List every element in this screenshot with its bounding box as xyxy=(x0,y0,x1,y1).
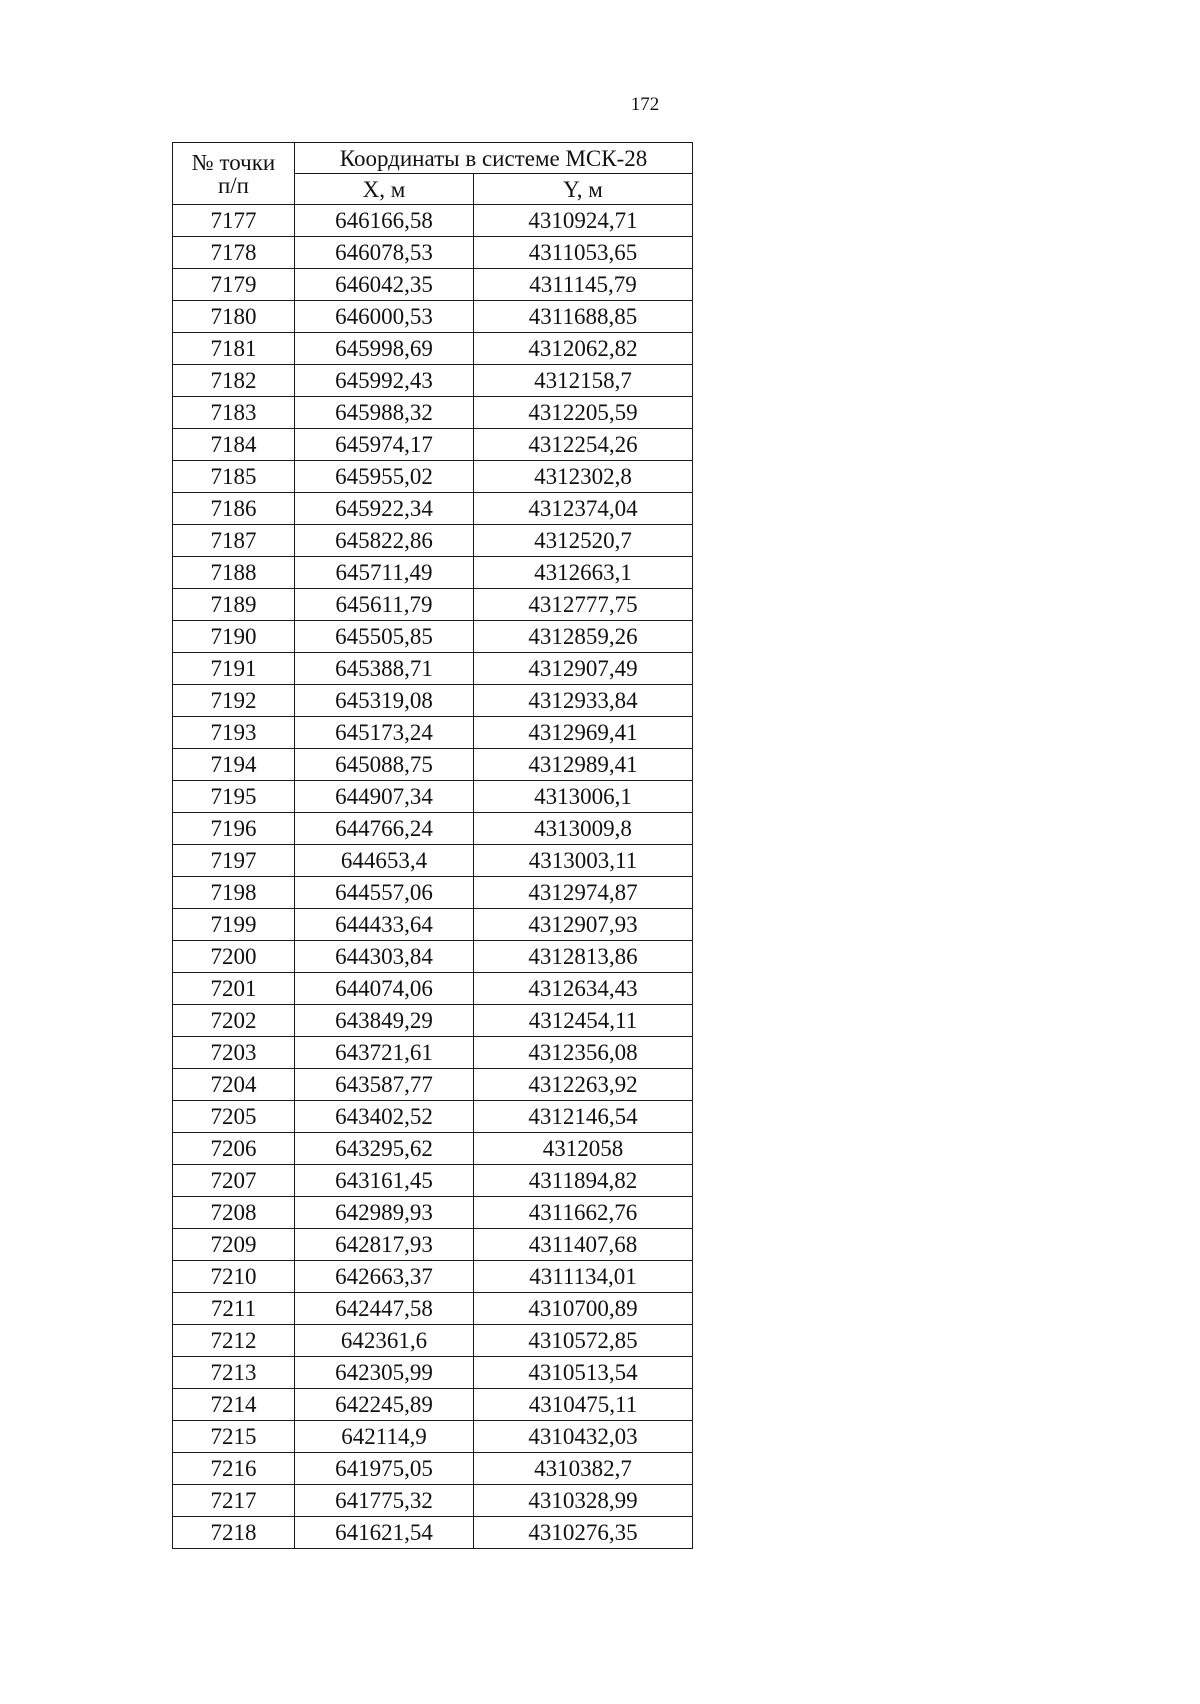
point-number-cell: 7218 xyxy=(173,1517,295,1549)
point-number-cell: 7207 xyxy=(173,1165,295,1197)
x-column-header: X, м xyxy=(295,174,474,205)
y-coordinate-cell: 4312374,04 xyxy=(474,493,693,525)
y-coordinate-cell: 4312302,8 xyxy=(474,461,693,493)
point-number-cell: 7203 xyxy=(173,1037,295,1069)
point-number-cell: 7205 xyxy=(173,1101,295,1133)
table-row xyxy=(173,1133,693,1165)
y-coordinate-cell: 4310572,85 xyxy=(474,1325,693,1357)
y-coordinate-cell: 4312859,26 xyxy=(474,621,693,653)
y-coordinate-cell: 4311662,76 xyxy=(474,1197,693,1229)
table-row xyxy=(173,237,693,269)
y-coordinate-cell: 4313003,11 xyxy=(474,845,693,877)
x-coordinate-cell: 644433,64 xyxy=(295,909,474,941)
y-coordinate-cell: 4312263,92 xyxy=(474,1069,693,1101)
table-row xyxy=(173,685,693,717)
point-number-cell: 7217 xyxy=(173,1485,295,1517)
y-coordinate-cell: 4312454,11 xyxy=(474,1005,693,1037)
y-coordinate-cell: 4312356,08 xyxy=(474,1037,693,1069)
page-number: 172 xyxy=(630,94,660,115)
table-row xyxy=(173,845,693,877)
point-number-cell: 7215 xyxy=(173,1421,295,1453)
x-coordinate-cell: 643402,52 xyxy=(295,1101,474,1133)
x-coordinate-cell: 645611,79 xyxy=(295,589,474,621)
y-coordinate-cell: 4311688,85 xyxy=(474,301,693,333)
table-row xyxy=(173,1037,693,1069)
y-coordinate-cell: 4310924,71 xyxy=(474,205,693,237)
table-row xyxy=(173,1261,693,1293)
y-coordinate-cell: 4312520,7 xyxy=(474,525,693,557)
y-coordinate-cell: 4311407,68 xyxy=(474,1229,693,1261)
point-number-cell: 7204 xyxy=(173,1069,295,1101)
x-coordinate-cell: 642447,58 xyxy=(295,1293,474,1325)
point-number-cell: 7187 xyxy=(173,525,295,557)
point-number-cell: 7216 xyxy=(173,1453,295,1485)
table-row xyxy=(173,589,693,621)
x-coordinate-cell: 645388,71 xyxy=(295,653,474,685)
table-row xyxy=(173,493,693,525)
table-row xyxy=(173,1357,693,1389)
x-coordinate-cell: 644074,06 xyxy=(295,973,474,1005)
x-coordinate-cell: 643295,62 xyxy=(295,1133,474,1165)
point-number-cell: 7195 xyxy=(173,781,295,813)
table-row xyxy=(173,621,693,653)
y-coordinate-cell: 4310328,99 xyxy=(474,1485,693,1517)
x-coordinate-cell: 645992,43 xyxy=(295,365,474,397)
x-coordinate-cell: 646166,58 xyxy=(295,205,474,237)
y-coordinate-cell: 4312146,54 xyxy=(474,1101,693,1133)
point-number-cell: 7192 xyxy=(173,685,295,717)
x-coordinate-cell: 644766,24 xyxy=(295,813,474,845)
y-coordinate-cell: 4313006,1 xyxy=(474,781,693,813)
x-coordinate-cell: 642114,9 xyxy=(295,1421,474,1453)
point-number-cell: 7208 xyxy=(173,1197,295,1229)
y-coordinate-cell: 4312663,1 xyxy=(474,557,693,589)
point-number-cell: 7198 xyxy=(173,877,295,909)
point-number-cell: 7202 xyxy=(173,1005,295,1037)
y-coordinate-cell: 4312813,86 xyxy=(474,941,693,973)
point-number-cell: 7191 xyxy=(173,653,295,685)
table-row xyxy=(173,1293,693,1325)
point-number-cell: 7193 xyxy=(173,717,295,749)
y-coordinate-cell: 4312158,7 xyxy=(474,365,693,397)
y-coordinate-cell: 4310700,89 xyxy=(474,1293,693,1325)
y-coordinate-cell: 4312907,93 xyxy=(474,909,693,941)
y-coordinate-cell: 4311894,82 xyxy=(474,1165,693,1197)
point-number-cell: 7212 xyxy=(173,1325,295,1357)
x-coordinate-cell: 641975,05 xyxy=(295,1453,474,1485)
point-number-cell: 7210 xyxy=(173,1261,295,1293)
point-number-cell: 7186 xyxy=(173,493,295,525)
y-coordinate-cell: 4310432,03 xyxy=(474,1421,693,1453)
y-coordinate-cell: 4310475,11 xyxy=(474,1389,693,1421)
table-row xyxy=(173,1453,693,1485)
table-row xyxy=(173,333,693,365)
table-row xyxy=(173,749,693,781)
point-number-cell: 7182 xyxy=(173,365,295,397)
x-coordinate-cell: 642245,89 xyxy=(295,1389,474,1421)
point-number-cell: 7194 xyxy=(173,749,295,781)
point-number-header-line2: п/п xyxy=(217,172,249,198)
x-coordinate-cell: 645173,24 xyxy=(295,717,474,749)
x-coordinate-cell: 645505,85 xyxy=(295,621,474,653)
y-coordinate-cell: 4312254,26 xyxy=(474,429,693,461)
x-coordinate-cell: 645319,08 xyxy=(295,685,474,717)
point-number-cell: 7201 xyxy=(173,973,295,1005)
point-number-header-line1: № точки xyxy=(191,149,276,175)
y-coordinate-cell: 4311145,79 xyxy=(474,269,693,301)
point-number-cell: 7197 xyxy=(173,845,295,877)
x-coordinate-cell: 642817,93 xyxy=(295,1229,474,1261)
x-coordinate-cell: 646000,53 xyxy=(295,301,474,333)
table-row xyxy=(173,1389,693,1421)
table-row xyxy=(173,717,693,749)
y-coordinate-cell: 4310382,7 xyxy=(474,1453,693,1485)
point-number-cell: 7179 xyxy=(173,269,295,301)
x-coordinate-cell: 642305,99 xyxy=(295,1357,474,1389)
point-number-cell: 7213 xyxy=(173,1357,295,1389)
point-number-cell: 7183 xyxy=(173,397,295,429)
y-coordinate-cell: 4312933,84 xyxy=(474,685,693,717)
y-coordinate-cell: 4311134,01 xyxy=(474,1261,693,1293)
table-row xyxy=(173,525,693,557)
table-row xyxy=(173,1517,693,1549)
point-number-cell: 7188 xyxy=(173,557,295,589)
x-coordinate-cell: 646042,35 xyxy=(295,269,474,301)
x-coordinate-cell: 645955,02 xyxy=(295,461,474,493)
point-number-cell: 7185 xyxy=(173,461,295,493)
x-coordinate-cell: 645922,34 xyxy=(295,493,474,525)
point-number-header xyxy=(173,143,295,205)
x-coordinate-cell: 644303,84 xyxy=(295,941,474,973)
y-column-header: Y, м xyxy=(474,174,693,205)
point-number-cell: 7180 xyxy=(173,301,295,333)
table-row xyxy=(173,1485,693,1517)
x-coordinate-cell: 643721,61 xyxy=(295,1037,474,1069)
y-coordinate-cell: 4312062,82 xyxy=(474,333,693,365)
y-coordinate-cell: 4310513,54 xyxy=(474,1357,693,1389)
table-header xyxy=(173,143,693,205)
table-row xyxy=(173,781,693,813)
coordinates-system-header: Координаты в системе МСК-28 xyxy=(295,143,693,174)
x-coordinate-cell: 645998,69 xyxy=(295,333,474,365)
y-coordinate-cell: 4312205,59 xyxy=(474,397,693,429)
table-row xyxy=(173,1005,693,1037)
x-coordinate-cell: 646078,53 xyxy=(295,237,474,269)
table-row xyxy=(173,1101,693,1133)
x-coordinate-cell: 643587,77 xyxy=(295,1069,474,1101)
x-coordinate-cell: 644907,34 xyxy=(295,781,474,813)
table-row xyxy=(173,397,693,429)
x-coordinate-cell: 645822,86 xyxy=(295,525,474,557)
x-coordinate-cell: 641775,32 xyxy=(295,1485,474,1517)
x-coordinate-cell: 645088,75 xyxy=(295,749,474,781)
point-number-cell: 7190 xyxy=(173,621,295,653)
table-row xyxy=(173,205,693,237)
y-coordinate-cell: 4312907,49 xyxy=(474,653,693,685)
table-row xyxy=(173,653,693,685)
table-row xyxy=(173,269,693,301)
point-number-cell: 7189 xyxy=(173,589,295,621)
table-row xyxy=(173,813,693,845)
table-row xyxy=(173,1325,693,1357)
x-coordinate-cell: 641621,54 xyxy=(295,1517,474,1549)
y-coordinate-cell: 4312777,75 xyxy=(474,589,693,621)
point-number-cell: 7200 xyxy=(173,941,295,973)
x-coordinate-cell: 645974,17 xyxy=(295,429,474,461)
x-coordinate-cell: 642663,37 xyxy=(295,1261,474,1293)
point-number-cell: 7177 xyxy=(173,205,295,237)
y-coordinate-cell: 4312058 xyxy=(474,1133,693,1165)
point-number-cell: 7206 xyxy=(173,1133,295,1165)
y-coordinate-cell: 4312634,43 xyxy=(474,973,693,1005)
table-row xyxy=(173,877,693,909)
y-coordinate-cell: 4313009,8 xyxy=(474,813,693,845)
table-row xyxy=(173,301,693,333)
point-number-cell: 7214 xyxy=(173,1389,295,1421)
table-row xyxy=(173,1229,693,1261)
table-row xyxy=(173,429,693,461)
y-coordinate-cell: 4311053,65 xyxy=(474,237,693,269)
y-coordinate-cell: 4312974,87 xyxy=(474,877,693,909)
point-number-cell: 7181 xyxy=(173,333,295,365)
table-row xyxy=(173,1421,693,1453)
point-number-cell: 7184 xyxy=(173,429,295,461)
point-number-cell: 7211 xyxy=(173,1293,295,1325)
table-row xyxy=(173,909,693,941)
table-row xyxy=(173,941,693,973)
point-number-cell: 7196 xyxy=(173,813,295,845)
table-row xyxy=(173,973,693,1005)
y-coordinate-cell: 4310276,35 xyxy=(474,1517,693,1549)
point-number-cell: 7209 xyxy=(173,1229,295,1261)
x-coordinate-cell: 645711,49 xyxy=(295,557,474,589)
y-coordinate-cell: 4312969,41 xyxy=(474,717,693,749)
x-coordinate-cell: 642989,93 xyxy=(295,1197,474,1229)
table-row xyxy=(173,1197,693,1229)
x-coordinate-cell: 644653,4 xyxy=(295,845,474,877)
table-body xyxy=(173,205,693,1549)
x-coordinate-cell: 644557,06 xyxy=(295,877,474,909)
point-number-cell: 7178 xyxy=(173,237,295,269)
table-row xyxy=(173,365,693,397)
y-coordinate-cell: 4312989,41 xyxy=(474,749,693,781)
x-coordinate-cell: 645988,32 xyxy=(295,397,474,429)
point-number-cell: 7199 xyxy=(173,909,295,941)
table-row xyxy=(173,1165,693,1197)
coordinates-table xyxy=(172,142,693,1549)
table-row xyxy=(173,461,693,493)
table-row xyxy=(173,1069,693,1101)
x-coordinate-cell: 642361,6 xyxy=(295,1325,474,1357)
x-coordinate-cell: 643849,29 xyxy=(295,1005,474,1037)
x-coordinate-cell: 643161,45 xyxy=(295,1165,474,1197)
table-row xyxy=(173,557,693,589)
